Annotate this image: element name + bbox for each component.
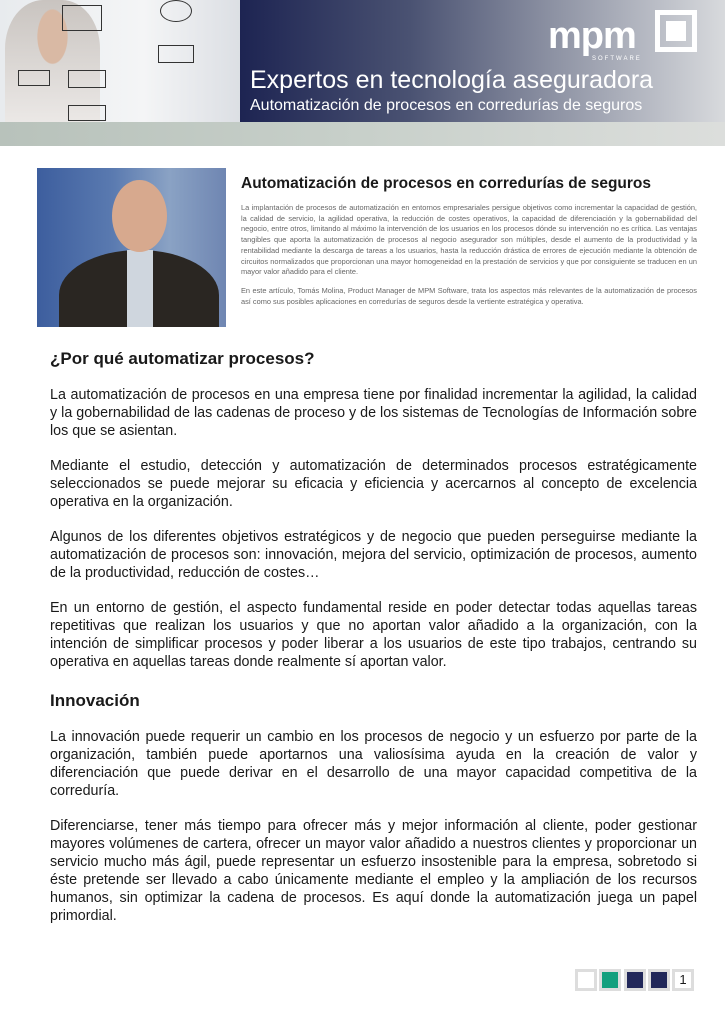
intro-paragraph: La implantación de procesos de automatización en entornos empresariales persigue objetivos como incrementar la capacidad de gestión, la calidad de servicio, la agilidad operativa, la reducción de costes operativos, la capacidad de diferenciación y la gobernabilidad del negocio, entre otros, limitando al máximo la intervención de los usuarios en los procesos dónde su intervención no es crítica. Las ventajas tangibles que aporta la automatización de procesos al negocio asegurador son múltiples, desde el aumento de la productividad y la rentabilidad mediante la descarga de tareas a los usuarios, hasta la reducción drástica de errores de ejecución mediante la obtención de circuitos normalizados que proporcionan una mayor homogeneidad en la prestación de servicios y que por consiguiente se traducen en un mayor valor añadido para el cliente.: [241, 203, 697, 277]
article-body: [50, 349, 697, 925]
header-band: [0, 122, 725, 146]
diagram-box: [68, 70, 106, 88]
header-title: Expertos en tecnología aseguradora: [250, 66, 654, 94]
diagram-box: [18, 70, 50, 86]
diagram-box: [158, 45, 194, 63]
intro-title: Automatización de procesos en corredurías de seguros: [241, 175, 652, 192]
intro-paragraph: En este artículo, Tomás Molina, Product Manager de MPM Software, trata los aspectos más relevantes de la automatización de procesos así como sus posibles aplicaciones en corredurías de seguros desde la vertiente estratégica y operativa.: [241, 285, 697, 306]
footer-square: [624, 969, 646, 991]
paragraph: Algunos de los diferentes objetivos estratégicos y de negocio que pueden perseguirse mediante la automatización de procesos son: innovación, mejora del servicio, optimización de procesos, aumento de la productividad, reducción de costes…: [50, 529, 697, 581]
footer-square: [575, 969, 597, 991]
diagram-box: [68, 105, 106, 121]
paragraph: La innovación puede requerir un cambio en los procesos de negocio y un esfuerzo por parte de la organización, también puede aportarnos una valiosísima ayuda en la creación de valor y diferenciación que puede derivar en el desarrollo de una mayor capacidad competitiva de la correduría.: [50, 729, 697, 799]
section-heading: Innovación: [50, 691, 140, 710]
paragraph: Diferenciarse, tener más tiempo para ofrecer más y mejor información al cliente, poder gestionar mayores volúmenes de cartera, ofrecer un mayor valor añadido a nuestros clientes y proporcionar un servicio mucho más ágil, puede representar un esfuerzo insostenible para la empresa, sobretodo si éste pretende ser llevado a cabo únicamente mediante el empleo y la ampliación de los recursos humanos, sin optimizar la cadena de procesos. Es aquí donde la automatización juega un papel primordial.: [50, 818, 697, 924]
intro-text: [241, 203, 697, 307]
paragraph: Mediante el estudio, detección y automatización de determinados procesos estratégicamente seleccionados se puede mejorar su eficacia y eficiencia y acercarnos al concepto de excelencia operativa en la organización.: [50, 458, 697, 510]
paragraph: La automatización de procesos en una empresa tiene por finalidad incrementar la agilidad, la calidad y la gobernabilidad de las cadenas de proceso y de los sistemas de Tecnologías de Información sobre los que se asientan.: [50, 387, 697, 439]
logo-mark-icon: [655, 10, 697, 52]
page-number: 1: [672, 969, 694, 991]
footer-square: [648, 969, 670, 991]
header-photo: [0, 0, 240, 122]
logo-subtitle: SOFTWARE: [592, 56, 642, 62]
diagram-box: [160, 0, 192, 22]
author-photo: [37, 168, 226, 327]
section-heading: ¿Por qué automatizar procesos?: [50, 349, 315, 368]
paragraph: En un entorno de gestión, el aspecto fundamental reside en poder detectar todas aquellas tareas repetitivas que realizan los usuarios y que no aportan valor añadido a la organización, con la intención de simplificar procesos y poder liberar a los usuarios de este tipo trabajos, centrando su operativa en aquellas tareas donde realmente sí aportan valor.: [50, 600, 697, 670]
diagram-box: [62, 5, 102, 31]
footer-square: [599, 969, 621, 991]
header-subtitle: Automatización de procesos en corredurías de seguros: [250, 97, 643, 114]
logo: mpm: [548, 15, 636, 57]
